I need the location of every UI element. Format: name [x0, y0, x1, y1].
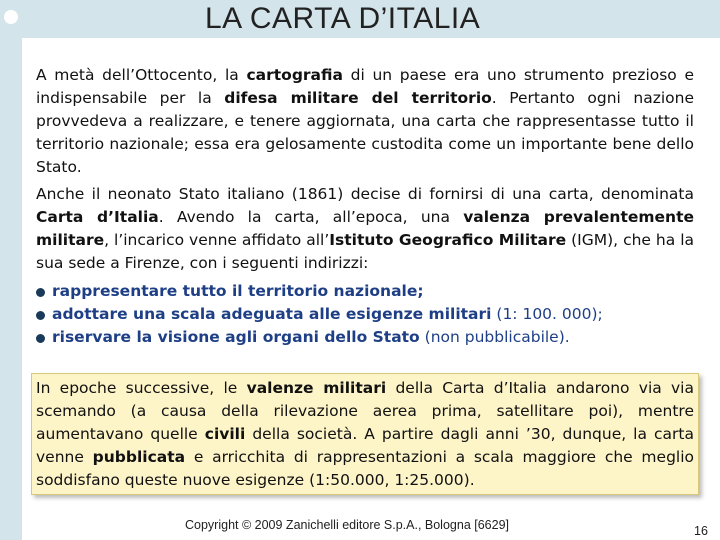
- list-item: [36, 326, 696, 349]
- slide-title: LA CARTA D’ITALIA: [205, 2, 481, 35]
- text-span: . Pertanto ogni nazione provvedeva a realizzare, e tenere aggiornata, una carta che rappresentasse tutto il territorio nazionale; essa era gelosamente custodita come un importante bene dello Stato.: [36, 89, 694, 176]
- text-span: (IGM), che ha la sua sede a Firenze, con i seguenti indirizzi:: [36, 231, 695, 272]
- text-span: , l’incarico venne affidato all’: [104, 231, 330, 249]
- text-span: della Carta d’Italia andarono via via scemando (a causa della rilevazione aerea prima, satellitare poi), mentre aumentavano quelle: [36, 379, 694, 443]
- bold-span: Istituto Geografico Militare: [329, 231, 567, 249]
- text-span: di un paese era uno strumento prezioso e indispensabile per la: [36, 66, 695, 107]
- bold-span: Carta d’Italia: [36, 208, 159, 226]
- list-item: [36, 303, 696, 326]
- text-span: A metà dell’Ottocento, la: [36, 66, 247, 84]
- bullet-text: (non pubblicabile).: [419, 328, 570, 346]
- bold-span: cartografia: [246, 66, 343, 84]
- page-number: 16: [694, 524, 708, 538]
- bullet-bold-text: riservare la visione agli organi dello Stato: [52, 328, 420, 346]
- bold-span: pubblicata: [92, 448, 186, 466]
- bullet-icon: [36, 288, 45, 297]
- bullet-text: (1: 100. 000);: [491, 305, 603, 323]
- second-paragraph: [36, 183, 694, 275]
- text-span: della società. A partire dagli anni ’30, dunque, la carta venne: [36, 425, 694, 466]
- text-span: . Avendo la carta, all’epoca, una: [158, 208, 464, 226]
- intro-paragraph: [36, 64, 694, 179]
- corner-dot-icon: [4, 10, 18, 24]
- directives-list: [36, 280, 696, 349]
- bullet-bold-text: rappresentare tutto il territorio nazionale;: [52, 282, 424, 300]
- bold-span: difesa militare del territorio: [224, 89, 492, 107]
- bullet-bold-text: adottare una scala adeguata alle esigenze militari: [52, 305, 492, 323]
- text-span: Anche il neonato Stato italiano (1861) decise di fornirsi di una carta, denominata: [36, 185, 694, 203]
- bold-span: valenze militari: [246, 379, 387, 397]
- left-decoration-bar: [0, 0, 22, 540]
- bullet-icon: [36, 311, 45, 320]
- list-item: [36, 280, 696, 303]
- text-span: In epoche successive, le: [36, 379, 247, 397]
- text-span: e arricchita di rappresentazioni a scala maggiore che meglio soddisfano queste nuove esigenze (1:50.000, 1:25.000).: [36, 448, 694, 489]
- bold-span: valenza prevalentemente militare: [36, 208, 694, 249]
- bullet-icon: [36, 334, 45, 343]
- copyright-footer: Copyright © 2009 Zanichelli editore S.p.A., Bologna [6629]: [185, 518, 509, 532]
- bold-span: civili: [204, 425, 246, 443]
- note-paragraph: [36, 377, 694, 492]
